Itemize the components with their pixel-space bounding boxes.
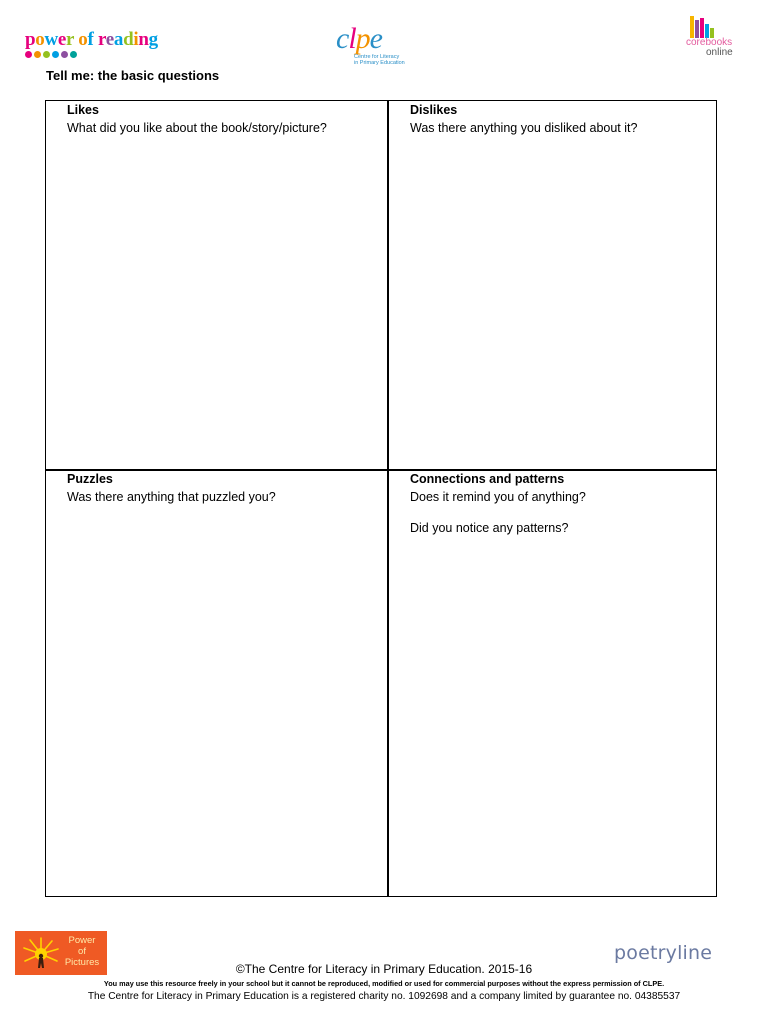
connections-cell <box>410 470 586 537</box>
likes-cell <box>67 101 327 137</box>
power-of-reading-logo <box>25 30 185 62</box>
charity-notice: The Centre for Literacy in Primary Education is a registered charity no. 1092698 and a company limited by guarantee no. 04385537 <box>87 991 681 1002</box>
puzzles-cell <box>67 470 276 506</box>
clpe-wordmark <box>336 24 416 54</box>
clpe-subtitle-line1: Centre for Literacy <box>354 54 400 60</box>
clpe-letter: e <box>369 22 382 55</box>
por-dot <box>43 51 50 58</box>
por-letter: o <box>35 29 45 50</box>
por-dot <box>70 51 77 58</box>
copyright-notice: ©The Centre for Literacy in Primary Education. 2015-16 <box>235 962 533 976</box>
corebooks-wordmark: corebooks <box>686 37 733 48</box>
permission-notice: You may use this resource freely in your school but it cannot be reproduced, modified or used for commercial purposes without the express permission of CLPE. <box>103 979 665 988</box>
por-dot <box>25 51 32 58</box>
likes-question: What did you like about the book/story/picture? <box>67 121 327 135</box>
por-dot <box>52 51 59 58</box>
clpe-logo <box>336 24 416 68</box>
grid-vertical-divider <box>387 101 389 896</box>
power-of-reading-dots <box>25 51 185 58</box>
por-letter: f <box>87 29 94 50</box>
connections-question: Does it remind you of anything? <box>410 490 586 504</box>
page-title: Tell me: the basic questions <box>46 68 220 83</box>
pop-line1: Power <box>68 935 96 946</box>
por-dot <box>34 51 41 58</box>
por-letter: i <box>133 29 139 50</box>
clpe-letter: c <box>336 22 349 55</box>
book-spine <box>700 18 704 38</box>
por-letter: n <box>138 29 149 50</box>
books-icon <box>690 16 748 38</box>
por-letter: e <box>57 29 67 50</box>
dislikes-cell <box>410 101 637 137</box>
patterns-question: Did you notice any patterns? <box>410 521 569 535</box>
por-letter: r <box>66 29 74 50</box>
online-wordmark: online <box>706 47 733 58</box>
puzzles-question: Was there anything that puzzled you? <box>67 490 276 504</box>
book-spine <box>695 20 699 38</box>
clpe-subtitle-line2: in Primary Education <box>354 60 405 66</box>
por-letter: d <box>123 29 134 50</box>
pop-line3: Pictures <box>64 957 100 968</box>
book-spine <box>690 16 694 38</box>
puzzles-heading: Puzzles <box>67 472 113 486</box>
corebooks-online-logo <box>686 16 748 60</box>
power-of-reading-wordmark <box>25 30 185 50</box>
pop-line2: of <box>78 946 86 957</box>
por-letter: a <box>113 29 124 50</box>
por-letter: p <box>25 29 36 50</box>
clpe-letter: l <box>348 22 356 55</box>
dislikes-heading: Dislikes <box>410 103 458 117</box>
dislikes-question: Was there anything you disliked about it? <box>410 121 638 135</box>
por-dot <box>61 51 68 58</box>
por-letter: r <box>97 29 106 50</box>
likes-heading: Likes <box>67 103 99 117</box>
por-letter: g <box>148 29 158 50</box>
por-letter: e <box>105 29 114 50</box>
book-spine <box>705 24 709 38</box>
por-letter: o <box>78 29 88 50</box>
clpe-letter: p <box>355 22 370 55</box>
por-letter: w <box>44 29 58 50</box>
connections-heading: Connections and patterns <box>410 472 565 486</box>
question-grid <box>45 100 717 897</box>
poetryline-logo: poetryline <box>614 942 713 964</box>
